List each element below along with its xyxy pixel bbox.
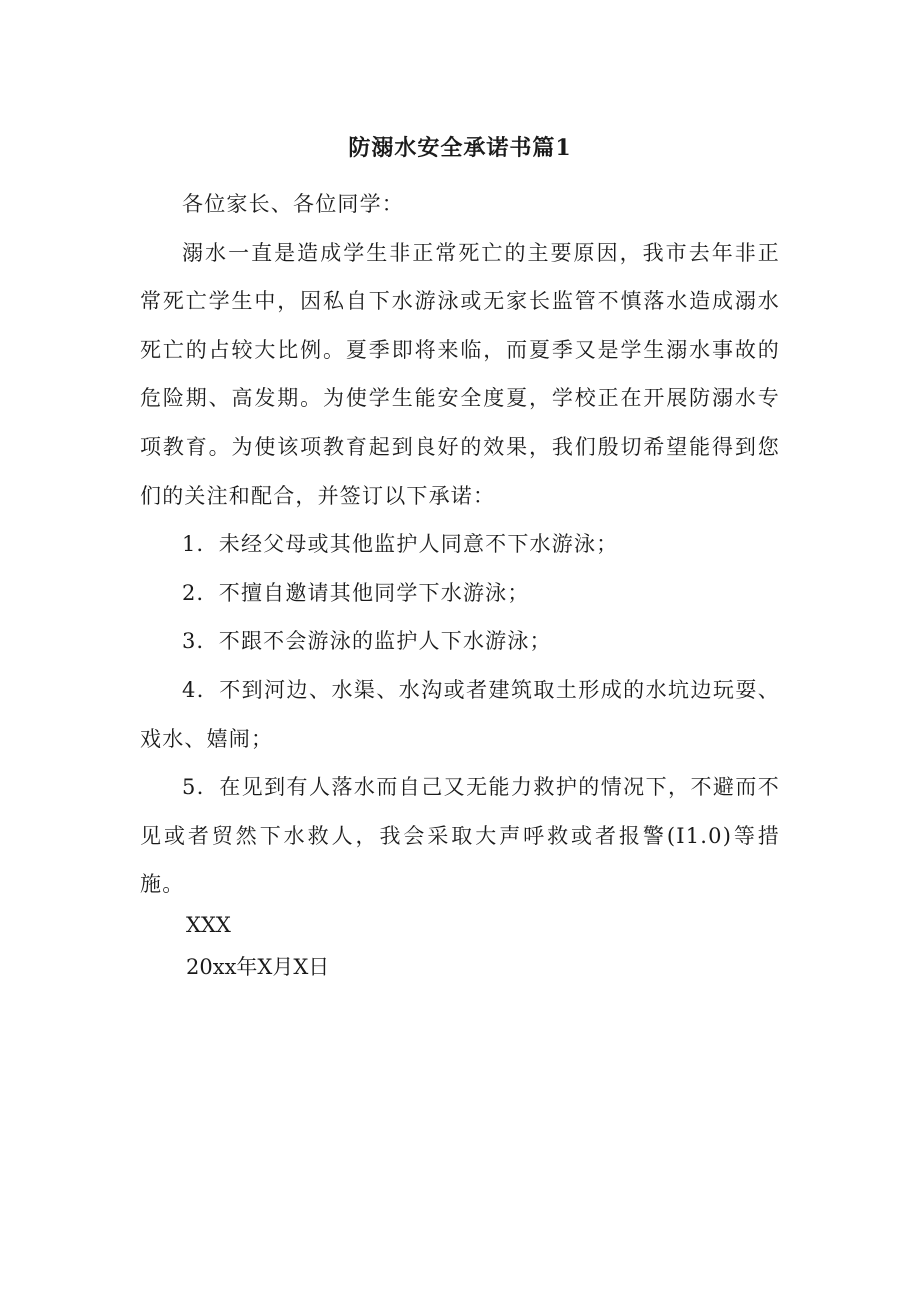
promise-item-1: 1．未经父母或其他监护人同意不下水游泳；	[182, 532, 619, 557]
promise-item-4: 4．不到河边、水渠、水沟或者建筑取土形成的水坑边玩耍、戏水、嬉闹；	[140, 677, 780, 751]
signature-block	[186, 904, 329, 988]
date: 20xx年X月X日	[186, 955, 330, 979]
signature: XXX	[186, 913, 231, 937]
intro-paragraph: 溺水一直是造成学生非正常死亡的主要原因，我市去年非正常死亡学生中，因私自下水游泳或无家长监管不慎落水造成溺水死亡的占较大比例。夏季即将来临，而夏季又是学生溺水事故的危险期、高发期。为使学生能安全度夏，学校正在开展防溺水专项教育。为使该项教育起到良好的效果，我们殷切希望能得到您们的关注和配合，并签订以下承诺：	[140, 240, 780, 508]
document-body	[140, 180, 780, 909]
salutation: 各位家长、各位同学：	[182, 192, 404, 216]
promise-item-3: 3．不跟不会游泳的监护人下水游泳；	[182, 629, 552, 654]
document-title: 防溺水安全承诺书篇1	[348, 135, 572, 161]
promise-item-5: 5．在见到有人落水而自己又无能力救护的情况下，不避而不见或者贸然下水救人，我会采取大声呼救或者报警(I1.0)等措施。	[140, 775, 780, 897]
promise-item-2: 2．不擅自邀请其他同学下水游泳；	[182, 580, 530, 605]
